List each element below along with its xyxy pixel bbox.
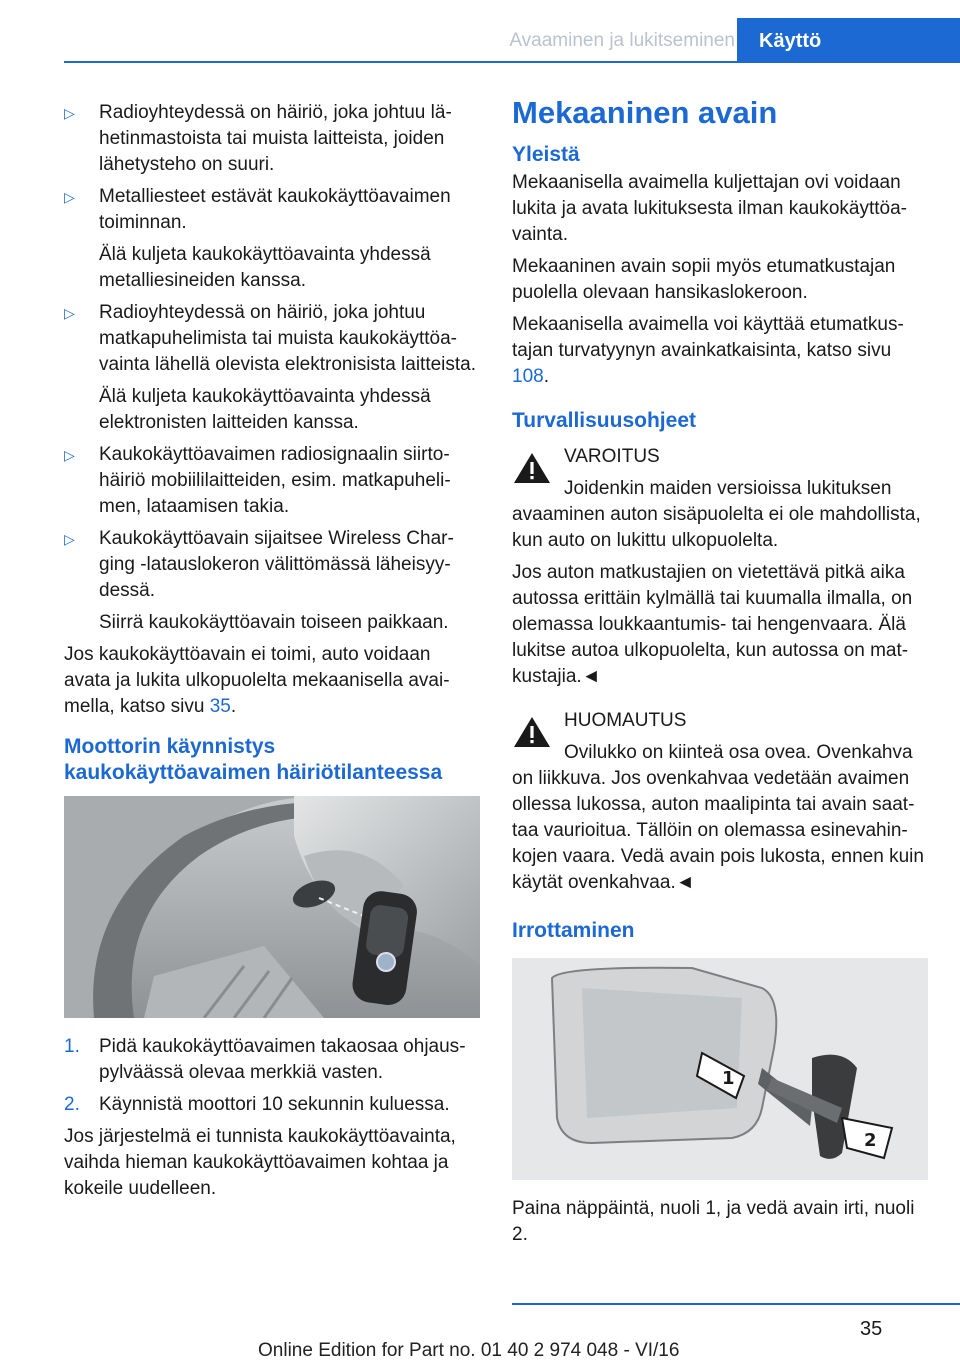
edition-text: Online Edition for Part no. 01 40 2 974 048 - VI/16 [258,1340,680,1361]
removal-paragraph: Paina näppäintä, nuoli 1, ja vedä avain irti, nuoli 2. [512,1198,915,1245]
triangle-bullet-icon: ▷ [64,105,75,121]
arrow-label: 2 [864,1130,877,1151]
start-steps [64,1034,480,1118]
warning-text [512,476,928,554]
main-title: Mekaaninen avain [512,95,778,130]
mechanical-key-removal-image [512,958,928,1180]
removal-heading: Irrottaminen [512,919,635,942]
page-link[interactable]: 108 [512,366,544,387]
notice-block [512,708,928,896]
general-text: Mekaanisella avaimella voi käyttää etumatkustajan turvatyynyn avainkatkaisinta, katso sivu [512,314,904,361]
step-text: Käynnistä moottori 10 sekunnin kuluessa. [99,1094,450,1115]
arrow-label: 1 [722,1068,735,1089]
notice-label: HUOMAUTUS [564,710,687,731]
section-heading: Moottorin käynnistys kaukokäyttöavaimen häiriötilanteessa [64,735,443,784]
step-item [64,1034,480,1086]
list-item [64,300,480,436]
notice-text-body: Ovilukko on kiinteä osa ovea. Ovenkahva on liikkuva. Jos ovenkahvaa vedetään avaimen ollessa lukossa, auton maalipinta tai avain saattaa vaurioitua. Tällöin on olemassa esinevahinkojen vaara. Vedä avain pois lukosta, ennen kuin käytät ovenkahvaa.◄ [512,742,924,893]
general-paragraph [512,312,928,390]
list-item-text: Kaukokäyttöavaimen radiosignaalin siirtohäiriö mobiililaitteiden, esim. matkapuhelimen, lataamisen takia. [99,444,451,517]
page-header [0,0,960,62]
chapter-tab: Käyttö [737,18,960,62]
safety-heading: Turvallisuusohjeet [512,409,696,432]
warning-text-body: Joidenkin maiden versioissa lukituksen avaaminen auton sisäpuolelta ei ole mahdollista, kun auto on lukittu ulkopuolelta. [512,478,921,551]
interference-list [64,100,480,636]
list-item-text: Radioyhteydessä on häiriö, joka johtuu lähetinmastoista tai muista laitteista, joiden lähetysteho on suuri. [99,102,452,175]
warning-triangle-icon [512,714,552,750]
general-paragraph: Mekaanisella avaimella kuljettajan ovi voidaan lukita ja avata lukituksesta ilman kaukokäyttöavainta. [512,172,907,245]
section-title: Avaaminen ja lukitseminen [509,30,735,51]
general-heading: Yleistä [512,143,580,166]
step-number: 2. [64,1094,80,1115]
triangle-bullet-icon: ▷ [64,531,75,547]
general-paragraph: Mekaaninen avain sopii myös etumatkustajan puolella olevaan hansikaslokeroon. [512,256,896,303]
triangle-bullet-icon: ▷ [64,189,75,205]
list-item [64,526,480,636]
list-item-text: Kaukokäyttöavain sijaitsee Wireless Charging -latauslokeron välittömässä läheisyydessä. [99,528,454,601]
notice-text [512,740,928,896]
list-item [64,442,480,520]
triangle-bullet-icon: ▷ [64,447,75,463]
list-item-note: Älä kuljeta kaukokäyttöavainta yhdessä metalliesineiden kanssa. [99,244,431,291]
step-text: Pidä kaukokäyttöavaimen takaosaa ohjauspylväässä olevaa merkkiä vasten. [99,1036,466,1083]
list-item [64,100,480,178]
general-text-end: . [543,366,549,387]
fallback-paragraph [64,642,480,720]
right-column [512,95,928,1254]
page-number: 35 [860,1318,883,1340]
fallback-text-end: . [230,696,237,717]
list-item-note: Älä kuljeta kaukokäyttöavainta yhdessä elektronisten laitteiden kanssa. [99,386,431,433]
warning-label: VAROITUS [564,446,660,467]
left-column [64,100,480,1208]
footer-rule [512,1303,960,1305]
step-item [64,1092,480,1118]
triangle-bullet-icon: ▷ [64,305,75,321]
header-rule [64,61,960,63]
list-item-note: Siirrä kaukokäyttöavain toiseen paikkaan. [99,612,449,633]
list-item-text: Metalliesteet estävät kaukokäyttöavaimen toiminnan. [99,186,451,233]
warning-text: Jos auton matkustajien on vietettävä pitkä aika autossa erittäin kylmällä tai kuumalla ilmalla, on olemassa loukkaantumis- tai hengenvaara. Älä lukitse autoa ulkopuolelta, kun autossa on matkustajia.◄ [512,562,913,687]
list-item [64,184,480,294]
step-number: 1. [64,1036,80,1057]
fallback-text: Jos kaukokäyttöavain ei toimi, auto voidaan avata ja lukita ulkopuolelta mekaanisella avaimella, katso sivu [64,644,450,717]
warning-triangle-icon [512,450,552,486]
page-link[interactable]: 35 [209,696,231,717]
list-item-text: Radioyhteydessä on häiriö, joka johtuu matkapuhelimista tai muista kaukokäyttöavainta lähellä olevista elektronisista laitteista. [99,302,477,375]
retry-paragraph: Jos järjestelmä ei tunnista kaukokäyttöavainta, vaihda hieman kaukokäyttöavaimen kohtaa ja kokeile uudelleen. [64,1126,456,1199]
warning-block [512,444,928,690]
key-fob-steering-column-image [64,796,480,1018]
